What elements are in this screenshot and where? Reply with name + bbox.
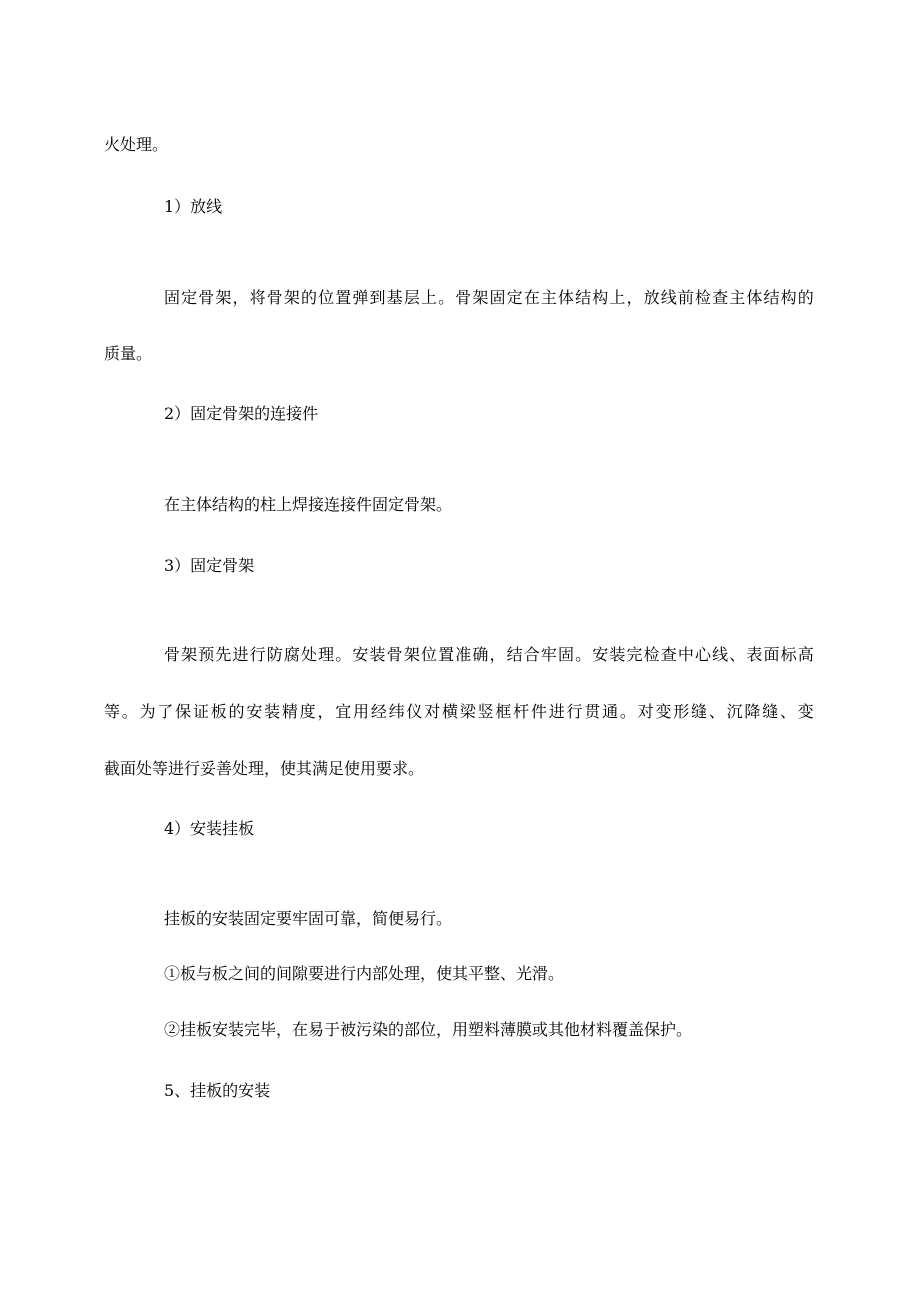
step4-body: 挂板的安装固定要牢固可靠，简便易行。 xyxy=(164,909,453,928)
continuation-text: 火处理。 xyxy=(104,135,169,154)
step4-item2: ②挂板安装完毕，在易于被污染的部位，用塑料薄膜或其他材料覆盖保护。 xyxy=(164,1020,693,1039)
step2-body: 在主体结构的柱上焊接连接件固定骨架。 xyxy=(164,495,453,514)
step3-body-line3: 截面处等进行妥善处理，使其满足使用要求。 xyxy=(104,759,425,778)
step3-body-line2: 等。为了保证板的安装精度，宜用经纬仪对横梁竖框杆件进行贯通。对变形缝、沉降缝、变 xyxy=(104,702,814,721)
step3-body-line1: 骨架预先进行防腐处理。安装骨架位置准确，结合牢固。安装完检查中心线、表面标高 xyxy=(164,645,814,664)
step3-heading: 3）固定骨架 xyxy=(164,556,255,575)
step4-item1: ①板与板之间的间隙要进行内部处理，使其平整、光滑。 xyxy=(164,964,565,983)
step1-body-line2: 质量。 xyxy=(104,344,153,363)
step4-heading: 4）安装挂板 xyxy=(164,819,255,838)
step1-heading: 1）放线 xyxy=(164,197,223,216)
step1-body-line1: 固定骨架，将骨架的位置弹到基层上。骨架固定在主体结构上，放线前检查主体结构的 xyxy=(164,288,814,307)
section5-heading: 5、挂板的安装 xyxy=(164,1081,271,1100)
step2-heading: 2）固定骨架的连接件 xyxy=(164,404,319,423)
